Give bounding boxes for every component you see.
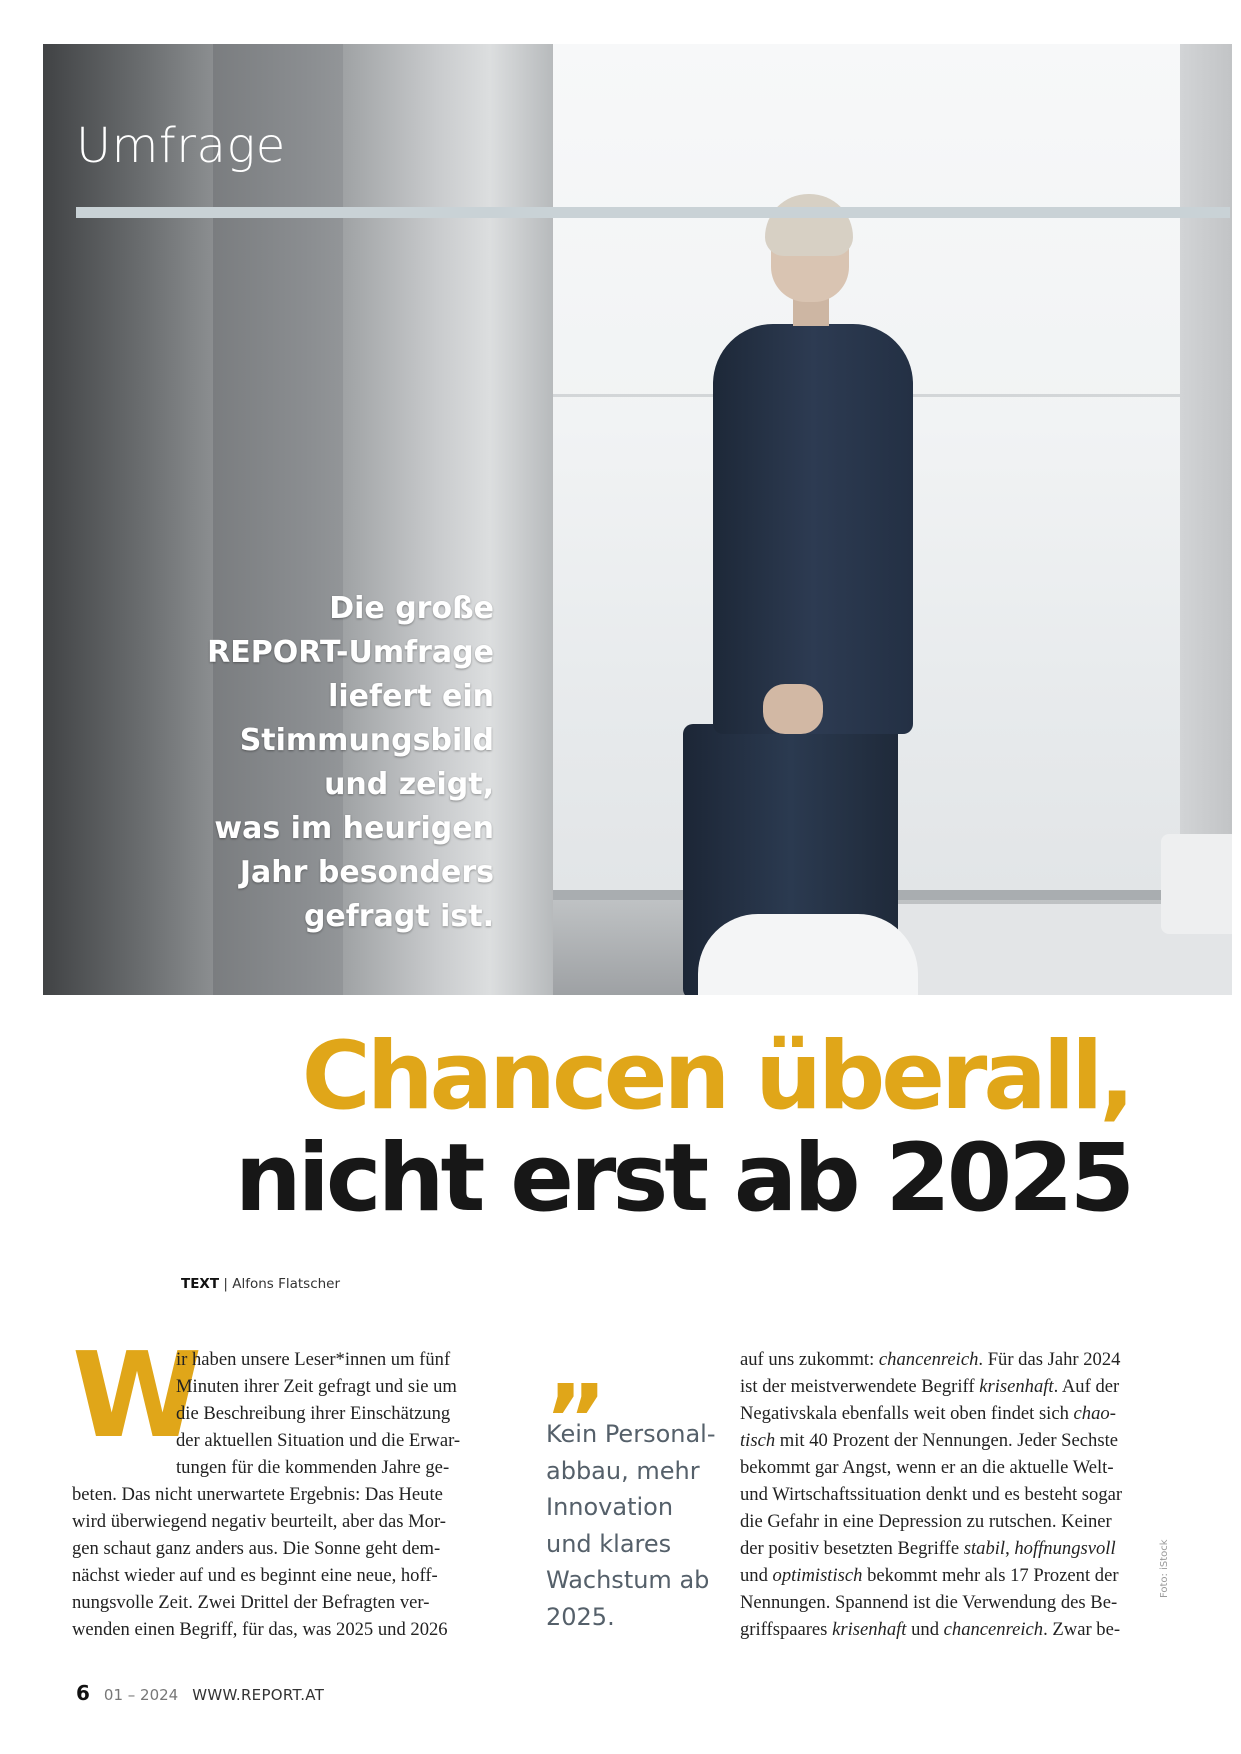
pull-quote: Kein Personal- abbau, mehr Innovation und klares Wachstum ab 2025. — [546, 1420, 716, 1631]
col3-line: der positiv besetzten Begriffe stabil, hoffnungsvoll — [740, 1538, 1116, 1559]
col3-line: bekommt gar Angst, wenn er an die aktuelle Welt- — [740, 1457, 1114, 1478]
photo-chair-front — [698, 914, 918, 995]
col3-line: Negativskala ebenfalls weit oben findet sich chao- — [740, 1403, 1116, 1424]
col3-line: Nennungen. Spannend ist die Verwendung des Be- — [740, 1592, 1118, 1613]
drop-cap: W — [72, 1326, 197, 1464]
kicker-rule — [76, 207, 1230, 218]
col3-line: die Gefahr in eine Depression zu rutschen. Keiner — [740, 1511, 1112, 1532]
byline-author: Alfons Flatscher — [232, 1276, 341, 1292]
headline-line-1: Chancen überall, — [301, 1022, 1131, 1131]
photo-chair-back — [1161, 834, 1232, 934]
section-kicker: Umfrage — [76, 118, 286, 174]
article-column-1-bottom: beten. Das nicht unerwartete Ergebnis: Das Heute wird überwiegend negativ beurteilt, aber das Mor- gen schaut ganz anders aus. Die Sonne geht dem- nächst wieder auf und es beginnt eine neue, hoff- nungsvolle Zeit. Zwei Drittel der Befragten ver- wenden einen Begriff, für das, was 2025 und 2026 — [72, 1484, 448, 1640]
col3-line: und Wirtschaftssituation denkt und es besteht sogar — [740, 1484, 1123, 1505]
col3-line: auf uns zukommt: chancenreich. Für das Jahr 2024 — [740, 1349, 1121, 1370]
article-column-3 — [740, 1346, 1122, 1643]
headline-line-2: nicht erst ab 2025 — [234, 1124, 1131, 1233]
col3-line: und optimistisch bekommt mehr als 17 Prozent der — [740, 1565, 1119, 1586]
issue-label: 01 – 2024 — [103, 1686, 179, 1704]
photo-credit: Foto: iStock — [1159, 1539, 1170, 1598]
col3-line: ist der meistverwendete Begriff krisenhaft. Auf der — [740, 1376, 1120, 1397]
page-number: 6 — [76, 1681, 90, 1705]
page-footer — [76, 1681, 324, 1705]
byline: TEXT | Alfons Flatscher — [181, 1276, 341, 1292]
col3-line: griffspaares krisenhaft und chancenreich. Zwar be- — [740, 1619, 1121, 1640]
col3-line: tisch mit 40 Prozent der Nennungen. Jeder Sechste — [740, 1430, 1118, 1451]
photo-woman-figure — [653, 164, 953, 995]
website-link[interactable]: WWW.REPORT.AT — [192, 1686, 325, 1704]
teaser-text: Die große REPORT-Umfrage liefert ein Stimmungsbild und zeigt, was im heurigen Jahr besonders gefragt ist. — [207, 591, 494, 934]
quote-mark-icon: „ — [546, 1312, 610, 1424]
byline-label: TEXT — [181, 1276, 220, 1292]
article-column-1-top: ir haben unsere Leser*innen um fünf Minuten ihrer Zeit gefragt und sie um die Beschreibung ihrer Einschätzung der aktuellen Situation und die Erwar- tungen für die kommenden Jahre ge- — [176, 1349, 461, 1478]
